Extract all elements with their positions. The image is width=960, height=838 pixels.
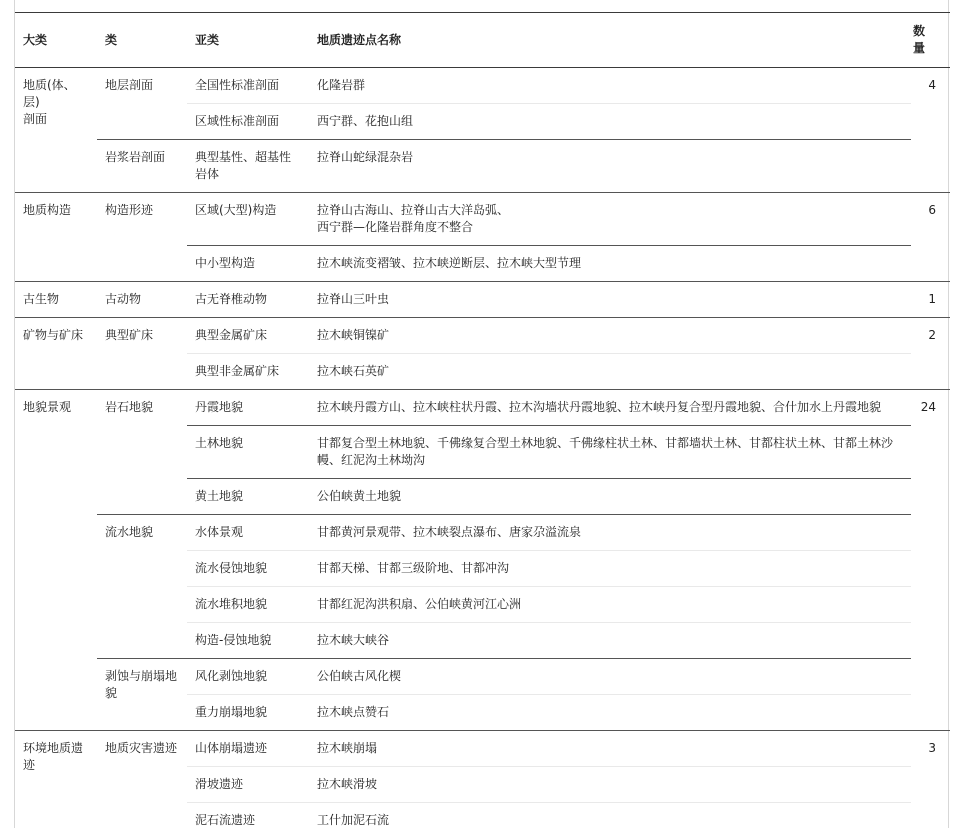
subclass-cell: 山体崩塌遗迹 [187, 731, 309, 767]
subclass-cell: 构造-侵蚀地貌 [187, 623, 309, 659]
subclass-cell: 滑坡遗迹 [187, 767, 309, 803]
site-name-cell: 甘都复合型土林地貌、千佛缘复合型土林地貌、千佛缘柱状土林、甘都墙状土林、甘都柱状土林、甘都土林沙幔、红泥沟土林坳沟 [309, 426, 911, 479]
subclass-cell: 典型金属矿床 [187, 318, 309, 354]
header-count: 数 量 [911, 13, 950, 68]
class-cell: 古动物 [97, 282, 187, 318]
site-name-cell: 甘都红泥沟洪积扇、公伯峡黄河江心洲 [309, 587, 911, 623]
count-cell: 24 [911, 390, 950, 731]
major-cell: 矿物与矿床 [15, 318, 97, 390]
subclass-cell: 流水侵蚀地貌 [187, 551, 309, 587]
subclass-cell: 典型基性、超基性岩体 [187, 140, 309, 193]
site-name-cell: 西宁群、花抱山组 [309, 104, 911, 140]
site-name-cell: 拉脊山古海山、拉脊山古大洋岛弧、 西宁群—化隆岩群角度不整合 [309, 193, 911, 246]
subclass-cell: 黄土地貌 [187, 479, 309, 515]
count-cell: 3 [911, 731, 950, 838]
site-name-cell: 拉木峡大峡谷 [309, 623, 911, 659]
subclass-cell: 区域性标准剖面 [187, 104, 309, 140]
table-row [15, 282, 950, 318]
subclass-cell: 中小型构造 [187, 246, 309, 282]
major-cell: 环境地质遗迹 [15, 731, 97, 838]
table-header-row [15, 13, 950, 68]
header-class: 类 [97, 13, 187, 68]
major-cell: 地质(体、层) 剖面 [15, 68, 97, 193]
class-cell: 流水地貌 [97, 515, 187, 659]
table-row [15, 140, 950, 193]
class-cell: 地质灾害遗迹 [97, 731, 187, 838]
major-cell: 地质构造 [15, 193, 97, 282]
site-name-cell: 拉木峡流变褶皱、拉木峡逆断层、拉木峡大型节理 [309, 246, 911, 282]
header-major: 大类 [15, 13, 97, 68]
subclass-cell: 风化剥蚀地貌 [187, 659, 309, 695]
subclass-cell: 土林地貌 [187, 426, 309, 479]
site-name-cell: 拉木峡崩塌 [309, 731, 911, 767]
site-name-cell: 化隆岩群 [309, 68, 911, 104]
count-cell: 4 [911, 68, 950, 193]
site-name-cell: 公伯峡黄土地貌 [309, 479, 911, 515]
site-name-cell: 工什加泥石流 [309, 803, 911, 838]
subclass-cell: 全国性标准剖面 [187, 68, 309, 104]
site-name-cell: 拉木峡石英矿 [309, 354, 911, 390]
site-name-cell: 拉木峡丹霞方山、拉木峡柱状丹霞、拉木沟墙状丹霞地貌、拉木峡丹复合型丹霞地貌、合什加水上丹霞地貌 [309, 390, 911, 426]
header-subclass: 亚类 [187, 13, 309, 68]
class-cell: 典型矿床 [97, 318, 187, 390]
class-cell: 地层剖面 [97, 68, 187, 140]
header-site-name: 地质遗迹点名称 [309, 13, 911, 68]
subclass-cell: 水体景观 [187, 515, 309, 551]
count-cell: 1 [911, 282, 950, 318]
table-row [15, 318, 950, 354]
subclass-cell: 丹霞地貌 [187, 390, 309, 426]
table-row [15, 193, 950, 246]
site-name-cell: 拉木峡铜镍矿 [309, 318, 911, 354]
site-name-cell: 甘都黄河景观带、拉木峡裂点瀑布、唐家尕溢流泉 [309, 515, 911, 551]
table-row [15, 68, 950, 104]
site-name-cell: 拉脊山三叶虫 [309, 282, 911, 318]
subclass-cell: 泥石流遗迹 [187, 803, 309, 838]
table-row [15, 515, 950, 551]
major-cell: 地貌景观 [15, 390, 97, 731]
class-cell: 构造形迹 [97, 193, 187, 282]
site-name-cell: 拉木峡点赞石 [309, 695, 911, 731]
site-name-cell: 拉脊山蛇绿混杂岩 [309, 140, 911, 193]
subclass-cell: 流水堆积地貌 [187, 587, 309, 623]
table-row [15, 659, 950, 695]
class-cell: 岩石地貌 [97, 390, 187, 515]
table-row [15, 390, 950, 426]
subclass-cell: 典型非金属矿床 [187, 354, 309, 390]
site-name-cell: 公伯峡古风化楔 [309, 659, 911, 695]
count-cell: 2 [911, 318, 950, 390]
major-cell: 古生物 [15, 282, 97, 318]
geoheritage-table [15, 12, 950, 838]
subclass-cell: 重力崩塌地貌 [187, 695, 309, 731]
subclass-cell: 古无脊椎动物 [187, 282, 309, 318]
class-cell: 岩浆岩剖面 [97, 140, 187, 193]
site-name-cell: 拉木峡滑坡 [309, 767, 911, 803]
class-cell: 剥蚀与崩塌地貌 [97, 659, 187, 731]
table-row [15, 731, 950, 767]
site-name-cell: 甘都天梯、甘都三级阶地、甘都冲沟 [309, 551, 911, 587]
subclass-cell: 区域(大型)构造 [187, 193, 309, 246]
count-cell: 6 [911, 193, 950, 282]
